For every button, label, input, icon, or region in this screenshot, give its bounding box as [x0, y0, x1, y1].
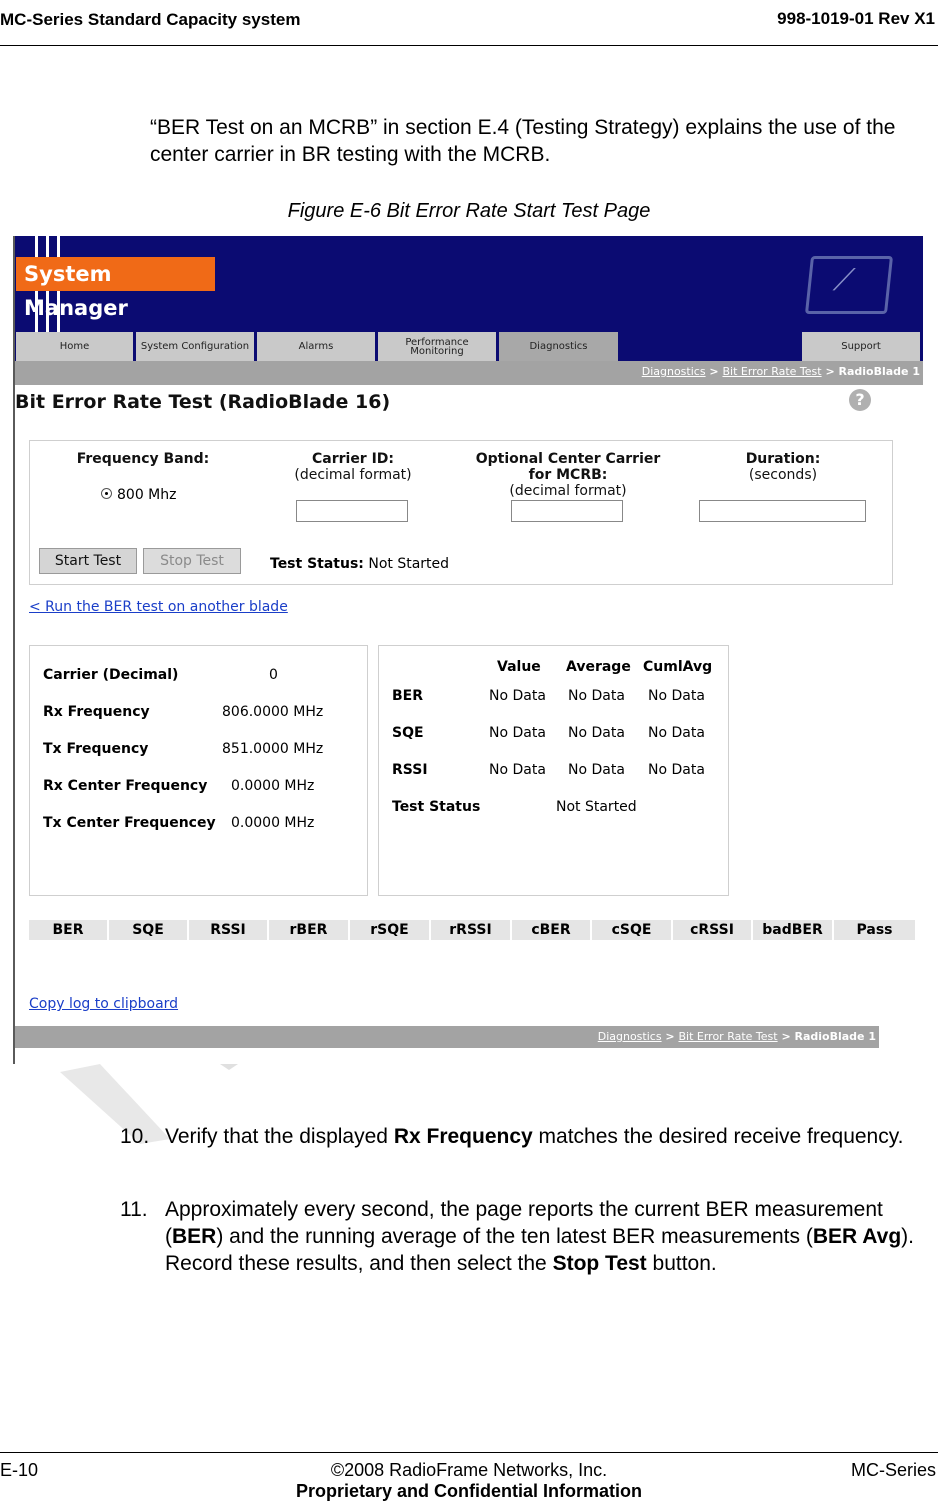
tx-center-frequency-label: Tx Center Frequencey [43, 815, 216, 831]
carrier-decimal-label: Carrier (Decimal) [43, 667, 179, 683]
log-col-rsqe: rSQE [350, 920, 431, 940]
sqe-average: No Data [568, 725, 625, 741]
results-header-value: Value [497, 659, 541, 675]
log-columns-header [29, 920, 915, 940]
footer-breadcrumb-bar [13, 1026, 879, 1048]
carrier-decimal-value: 0 [269, 667, 278, 683]
system-manager-screenshot [13, 236, 923, 1064]
footer-breadcrumb-current: RadioBlade 1 [794, 1030, 876, 1043]
main-nav [13, 332, 923, 361]
rssi-value: No Data [489, 762, 546, 778]
breadcrumb-bar [13, 361, 923, 385]
rx-frequency-label: Rx Frequency [43, 704, 150, 720]
tx-center-frequency-value: 0.0000 MHz [231, 815, 315, 831]
ber-value: No Data [489, 688, 546, 704]
ber-cumlavg: No Data [648, 688, 705, 704]
duration-input[interactable] [699, 500, 866, 522]
rx-center-frequency-label: Rx Center Frequency [43, 778, 208, 794]
results-header-cumlavg: CumlAvg [643, 659, 713, 675]
app-logo: System Manager [16, 257, 215, 291]
footer-confidential: Proprietary and Confidential Information [295, 1481, 643, 1501]
test-status-line: Test Status: Not Started [270, 556, 450, 572]
brand-mark-icon: ⟋ [805, 256, 893, 314]
frequency-band-radio[interactable] [101, 487, 176, 503]
rssi-row-label: RSSI [392, 762, 428, 778]
ber-row-label: BER [392, 688, 424, 704]
breadcrumb-separator: > [781, 1030, 791, 1043]
carrier-id-label: Carrier ID: (decimal format) [294, 451, 412, 483]
breadcrumb-separator: > [709, 365, 719, 378]
carrier-id-input[interactable] [296, 500, 408, 522]
breadcrumb-separator: > [825, 365, 835, 378]
screenshot-left-border [13, 236, 15, 1064]
tx-frequency-value: 851.0000 MHz [222, 741, 324, 757]
breadcrumb [642, 365, 920, 378]
log-col-ber: BER [29, 920, 109, 940]
footer-rule [0, 1452, 938, 1453]
tab-support[interactable]: Support [802, 332, 920, 361]
frequency-band-label: Frequency Band: [76, 451, 210, 467]
help-icon[interactable]: ? [849, 389, 871, 411]
duration-label: Duration: (seconds) [745, 451, 821, 483]
sqe-value: No Data [489, 725, 546, 741]
step-number: 11. [120, 1198, 148, 1221]
frequency-band-option: 800 Mhz [117, 487, 177, 503]
tab-performance-monitoring[interactable]: Performance Monitoring [378, 332, 496, 361]
log-col-rssi: RSSI [189, 920, 269, 940]
step-10 [120, 1123, 930, 1150]
ber-average: No Data [568, 688, 625, 704]
center-carrier-input[interactable] [511, 500, 623, 522]
breadcrumb-separator: > [665, 1030, 675, 1043]
log-col-pass: Pass [856, 922, 893, 938]
figure-caption: Figure E-6 Bit Error Rate Start Test Page [287, 200, 651, 222]
step-text: Verify that the displayed Rx Frequency matches the desired receive frequency. [165, 1125, 904, 1148]
radio-selected-icon[interactable] [101, 488, 112, 499]
copy-log-link[interactable]: Copy log to clipboard [29, 996, 179, 1012]
sqe-cumlavg: No Data [648, 725, 705, 741]
log-col-rrssi: rRSSI [431, 920, 512, 940]
results-test-status-value: Not Started [556, 799, 637, 815]
running-header-title: MC-Series Standard Capacity system [0, 10, 301, 29]
log-col-crssi: cRSSI [673, 920, 753, 940]
rx-frequency-value: 806.0000 MHz [222, 704, 324, 720]
log-col-csqe: cSQE [592, 920, 673, 940]
rx-center-frequency-value: 0.0000 MHz [231, 778, 315, 794]
step-number: 10. [120, 1125, 150, 1148]
breadcrumb-link-ber-test[interactable]: Bit Error Rate Test [722, 365, 822, 378]
app-banner [13, 236, 923, 332]
tab-home[interactable]: Home [16, 332, 133, 361]
footer-breadcrumb-link-diagnostics[interactable]: Diagnostics [597, 1030, 662, 1043]
page-title: Bit Error Rate Test (RadioBlade 16) [15, 391, 391, 413]
start-test-button[interactable]: Start Test [39, 548, 137, 574]
intro-paragraph: “BER Test on an MCRB” in section E.4 (Testing Strategy) explains the use of the center carrier in BR testing with the MCRB. [150, 116, 896, 166]
footer-breadcrumb [598, 1030, 876, 1043]
sqe-row-label: SQE [392, 725, 424, 741]
stop-test-button[interactable]: Stop Test [143, 548, 241, 574]
tab-system-configuration[interactable]: System Configuration [136, 332, 254, 361]
footer-copyright: ©2008 RadioFrame Networks, Inc. [330, 1460, 608, 1480]
footer-breadcrumb-link-ber-test[interactable]: Bit Error Rate Test [678, 1030, 778, 1043]
running-header-doc-number: 998-1019-01 Rev X1 [777, 9, 935, 28]
step-11 [120, 1196, 930, 1277]
center-carrier-label: Optional Center Carrier for MCRB: (decimal format) [475, 451, 661, 499]
tab-alarms[interactable]: Alarms [257, 332, 375, 361]
breadcrumb-link-diagnostics[interactable]: Diagnostics [641, 365, 706, 378]
log-col-badber: badBER [753, 920, 834, 940]
results-test-status-label: Test Status [392, 799, 481, 815]
page-number: E-10 [0, 1460, 39, 1480]
footer-product: MC-Series [850, 1460, 936, 1480]
header-rule [0, 45, 938, 46]
breadcrumb-current: RadioBlade 1 [838, 365, 920, 378]
log-col-sqe: SQE [109, 920, 189, 940]
log-col-rber: rBER [269, 920, 350, 940]
rssi-average: No Data [568, 762, 625, 778]
tx-frequency-label: Tx Frequency [43, 741, 149, 757]
rssi-cumlavg: No Data [648, 762, 705, 778]
run-another-blade-link[interactable]: < Run the BER test on another blade [29, 599, 288, 615]
step-text: Approximately every second, the page reports the current BER measurement (BER) and the running average of the ten latest BER measurements (BER Avg). Record these results, and then select the Stop Test button. [165, 1198, 914, 1275]
tab-diagnostics[interactable]: Diagnostics [499, 332, 618, 361]
results-header-average: Average [566, 659, 631, 675]
log-col-cber: cBER [512, 920, 592, 940]
